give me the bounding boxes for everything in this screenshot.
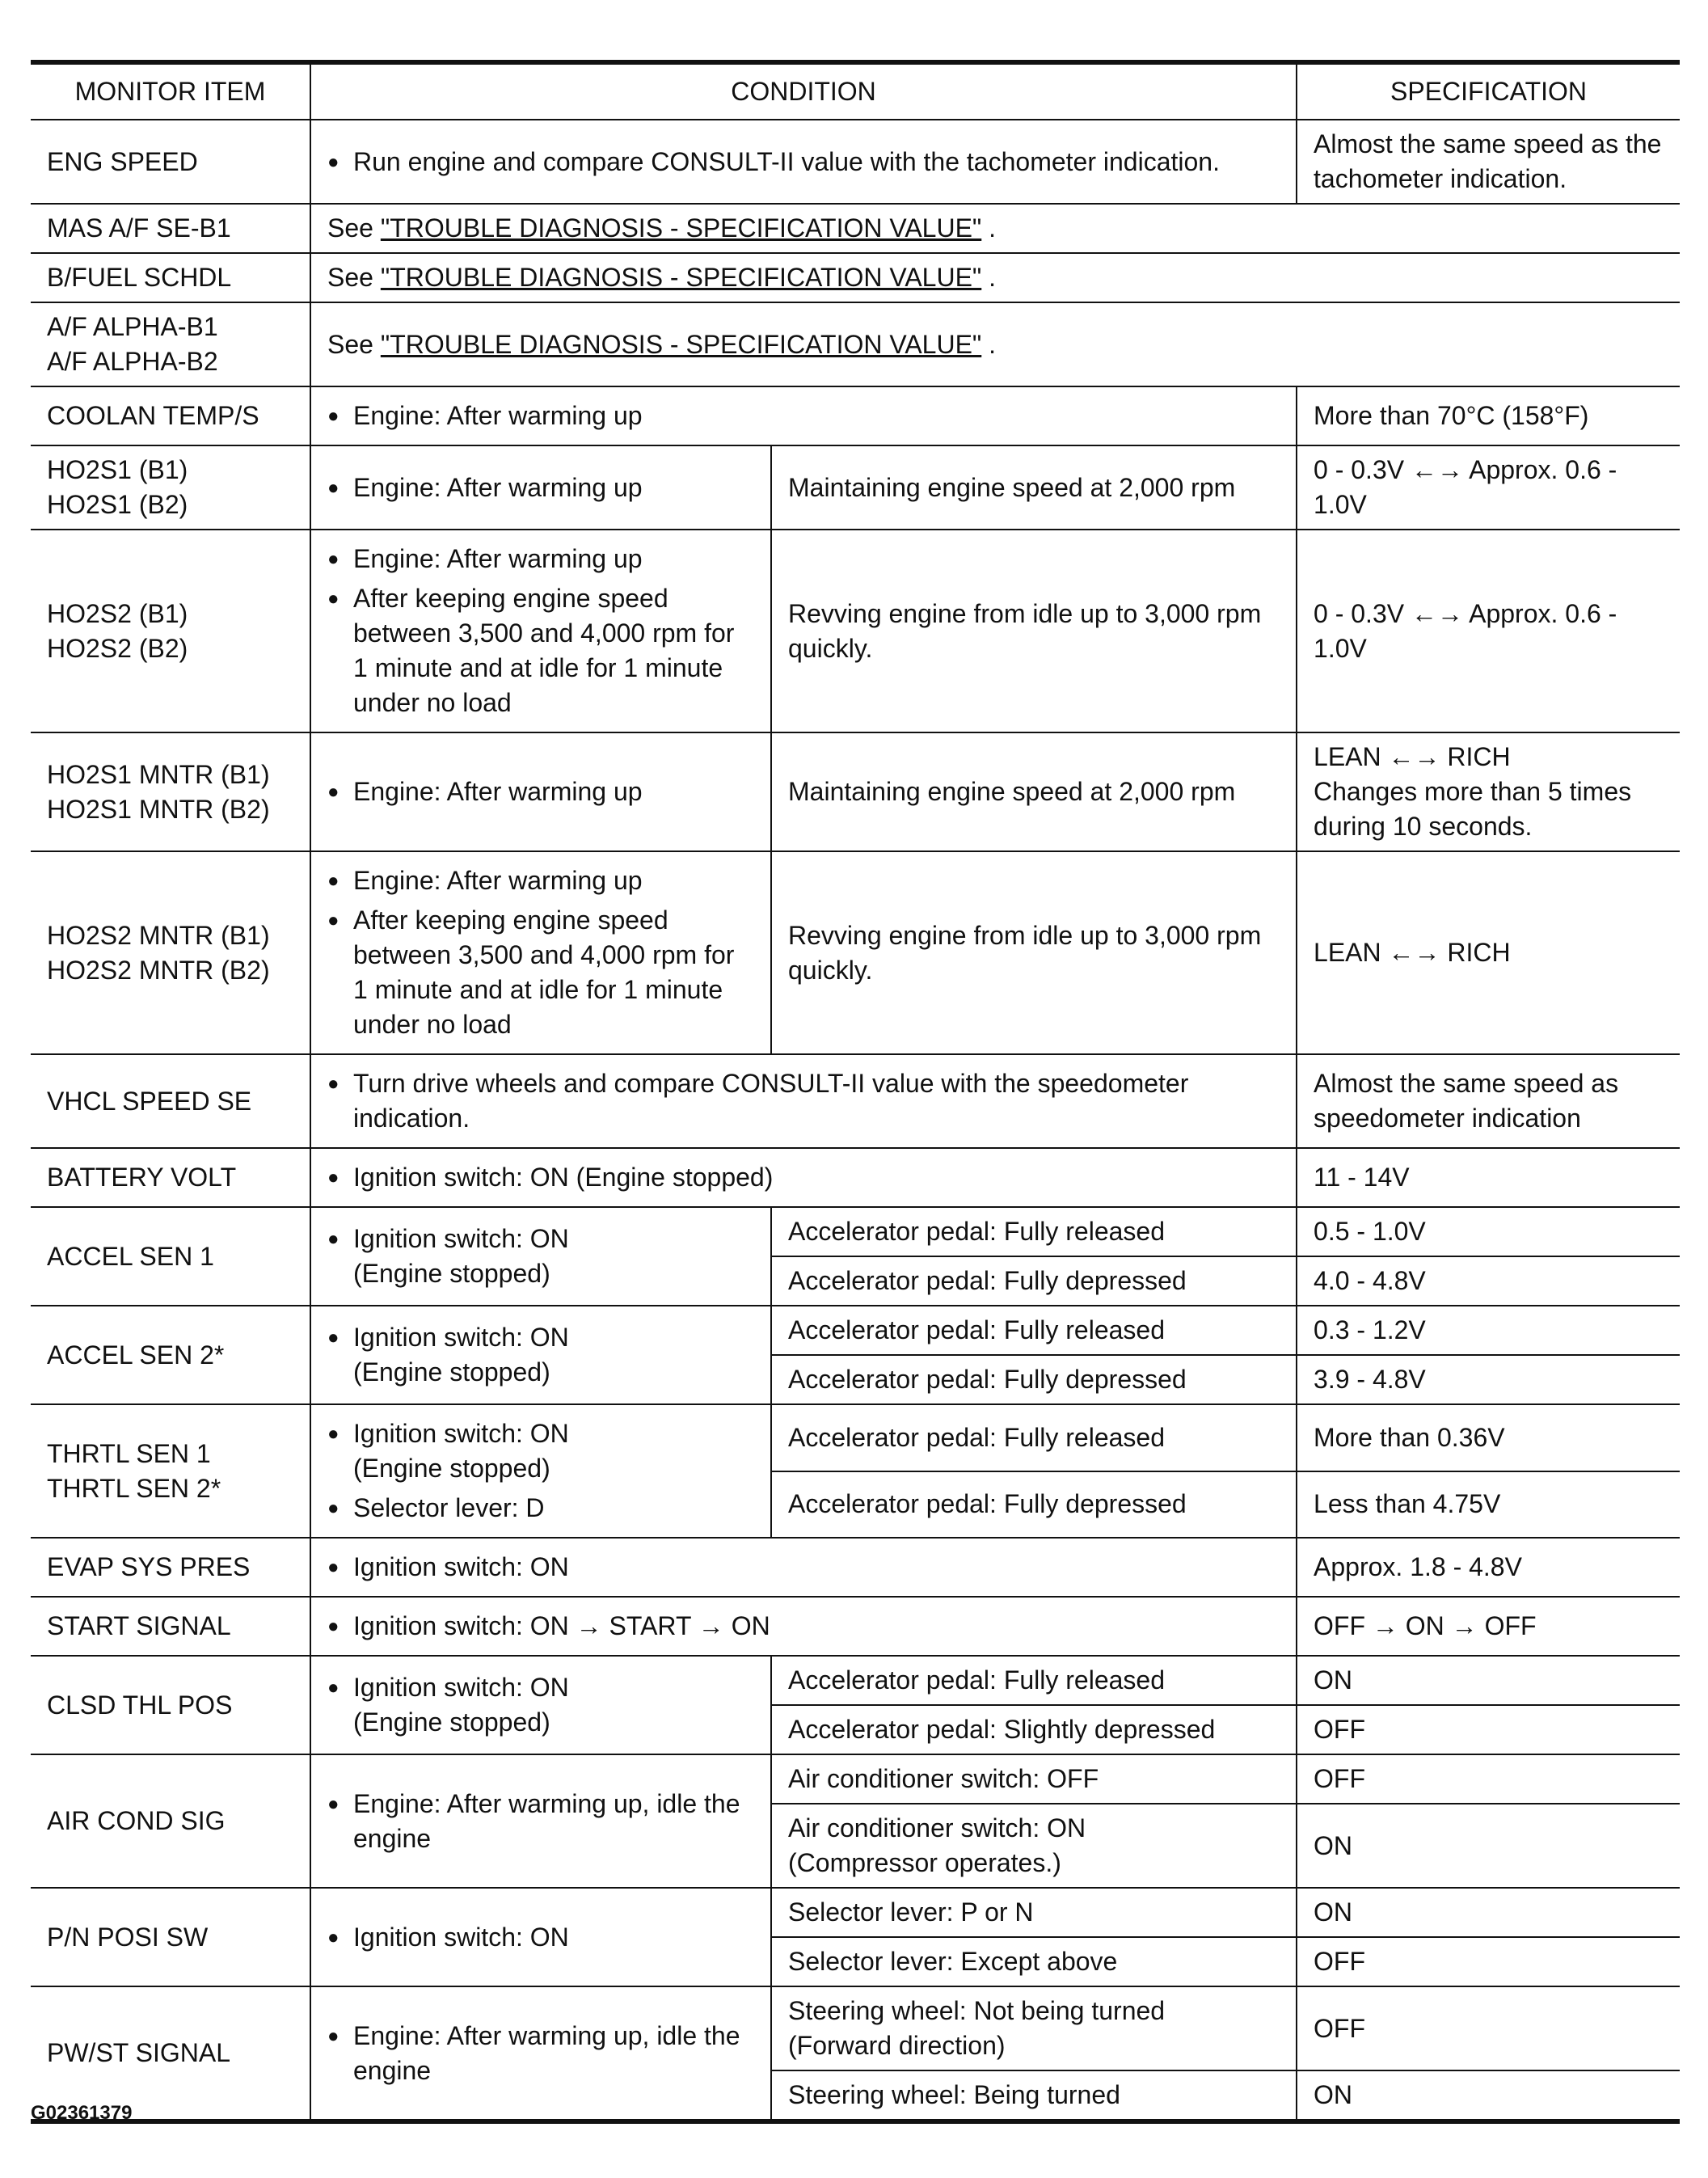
table-row-pw-st-signal [31, 1986, 1680, 2070]
condition-bullet: ● Selector lever: D [327, 1491, 754, 1526]
condition-bullet: ● Engine: After warming up [327, 471, 754, 505]
table-row-ho2s2-mntr [31, 851, 1680, 1054]
table-row-accel-sen-2 [31, 1306, 1680, 1355]
condition-cell [310, 1597, 1297, 1656]
sub-condition-cell: Accelerator pedal: Fully released [771, 1207, 1297, 1256]
condition-bullet: ● Ignition switch: ON → START → ON [327, 1609, 1280, 1644]
condition-bullet: ● Engine: After warming up [327, 399, 1280, 433]
spec-cell: OFF [1297, 1754, 1680, 1804]
table-row-air-cond-sig [31, 1754, 1680, 1804]
condition-bullet: ● Ignition switch: ON (Engine stopped) [327, 1416, 754, 1486]
table-row-mas-af [31, 204, 1680, 253]
condition-bullet: ● Engine: After warming up [327, 863, 754, 898]
monitor-item-cell: START SIGNAL [31, 1597, 310, 1656]
see-text: See [327, 263, 373, 292]
condition-cell [310, 120, 1297, 204]
figure-id: G02361379 [31, 2102, 133, 2124]
table-row-thrtl-sen [31, 1404, 1680, 1471]
condition-bullet: ● Run engine and compare CONSULT-II value with the tachometer indication. [327, 145, 1280, 179]
sub-condition-cell: Selector lever: P or N [771, 1888, 1297, 1937]
spec-cell: 11 - 14V [1297, 1148, 1680, 1207]
sub-condition-cell: Accelerator pedal: Fully depressed [771, 1355, 1297, 1404]
table-row-pn-posi-sw [31, 1888, 1680, 1937]
see-text: See [327, 213, 373, 243]
monitor-item-cell: EVAP SYS PRES [31, 1538, 310, 1597]
spec-cell: OFF → ON → OFF [1297, 1597, 1680, 1656]
table-row-b-fuel [31, 253, 1680, 302]
monitor-item-cell: HO2S2 MNTR (B1) HO2S2 MNTR (B2) [31, 851, 310, 1054]
spec-cell: 0.3 - 1.2V [1297, 1306, 1680, 1355]
reference-cell [310, 253, 1680, 302]
sub-condition-cell: Accelerator pedal: Fully released [771, 1404, 1297, 1471]
spec-cell: LEAN ←→ RICH [1297, 851, 1680, 1054]
condition-bullet: ● Ignition switch: ON (Engine stopped) [327, 1222, 754, 1291]
spec-cell: 4.0 - 4.8V [1297, 1256, 1680, 1306]
condition-bullet: ● Engine: After warming up [327, 775, 754, 809]
table-row-evap-sys-pres [31, 1538, 1680, 1597]
monitor-item-cell: THRTL SEN 1 THRTL SEN 2* [31, 1404, 310, 1538]
spec-cell: OFF [1297, 1705, 1680, 1754]
condition-cell [310, 1306, 771, 1404]
table-row-ho2s2 [31, 530, 1680, 732]
spec-cell: More than 70°C (158°F) [1297, 386, 1680, 445]
spec-cell: Almost the same speed as the tachometer indication. [1297, 120, 1680, 204]
spec-cell: OFF [1297, 1986, 1680, 2070]
sub-condition-cell: Accelerator pedal: Slightly depressed [771, 1705, 1297, 1754]
sub-condition-cell: Maintaining engine speed at 2,000 rpm [771, 445, 1297, 530]
condition-cell [310, 1538, 1297, 1597]
sub-condition-cell: Accelerator pedal: Fully depressed [771, 1256, 1297, 1306]
spec-cell: ON [1297, 1888, 1680, 1937]
condition-cell [310, 1986, 771, 2121]
monitor-item-cell: ACCEL SEN 1 [31, 1207, 310, 1306]
monitor-item-cell: ACCEL SEN 2* [31, 1306, 310, 1404]
condition-bullet: ● Engine: After warming up [327, 542, 754, 576]
sub-condition-cell: Air conditioner switch: ON (Compressor operates.) [771, 1804, 1297, 1888]
table-row-accel-sen-1 [31, 1207, 1680, 1256]
sub-condition-cell: Revving engine from idle up to 3,000 rpm quickly. [771, 851, 1297, 1054]
condition-bullet: ● Engine: After warming up, idle the engine [327, 1787, 754, 1856]
header-row [31, 62, 1680, 120]
monitor-item-cell: MAS A/F SE-B1 [31, 204, 310, 253]
spec-value-link[interactable]: "TROUBLE DIAGNOSIS - SPECIFICATION VALUE" [380, 213, 982, 243]
condition-cell [310, 1754, 771, 1888]
condition-bullet: ● Ignition switch: ON [327, 1550, 1280, 1585]
header-monitor-item: MONITOR ITEM [31, 62, 310, 120]
condition-bullet: ● After keeping engine speed between 3,500 and 4,000 rpm for 1 minute and at idle for 1 minute under no load [327, 581, 754, 720]
table-row-ho2s1-mntr [31, 732, 1680, 851]
condition-cell [310, 1656, 771, 1754]
table-row-af-alpha [31, 302, 1680, 386]
monitor-item-cell: COOLAN TEMP/S [31, 386, 310, 445]
spec-cell: Almost the same speed as speedometer indication [1297, 1054, 1680, 1148]
condition-bullet: ● Ignition switch: ON (Engine stopped) [327, 1320, 754, 1390]
condition-cell [310, 1054, 1297, 1148]
condition-cell [310, 1404, 771, 1538]
condition-cell [310, 1148, 1297, 1207]
condition-bullet: ● Engine: After warming up, idle the engine [327, 2019, 754, 2088]
spec-cell: LEAN ←→ RICH Changes more than 5 times during 10 seconds. [1297, 732, 1680, 851]
condition-cell [310, 851, 771, 1054]
spec-cell: ON [1297, 1656, 1680, 1705]
sub-condition-cell: Revving engine from idle up to 3,000 rpm quickly. [771, 530, 1297, 732]
table-row-start-signal [31, 1597, 1680, 1656]
spec-cell: 3.9 - 4.8V [1297, 1355, 1680, 1404]
monitor-item-cell: CLSD THL POS [31, 1656, 310, 1754]
monitor-item-cell: HO2S2 (B1) HO2S2 (B2) [31, 530, 310, 732]
monitor-item-table [31, 60, 1680, 2124]
condition-bullet: ● Ignition switch: ON (Engine stopped) [327, 1670, 754, 1740]
table-row-coolan-temp [31, 386, 1680, 445]
monitor-item-cell: A/F ALPHA-B1 A/F ALPHA-B2 [31, 302, 310, 386]
sub-condition-cell: Steering wheel: Being turned [771, 2070, 1297, 2121]
spec-cell: More than 0.36V [1297, 1404, 1680, 1471]
table-row-vhcl-speed [31, 1054, 1680, 1148]
spec-cell: Less than 4.75V [1297, 1471, 1680, 1539]
spec-cell: 0.5 - 1.0V [1297, 1207, 1680, 1256]
period-text: . [989, 263, 997, 292]
monitor-item-cell: HO2S1 (B1) HO2S1 (B2) [31, 445, 310, 530]
spec-cell: ON [1297, 1804, 1680, 1888]
period-text: . [989, 329, 997, 359]
condition-cell [310, 1888, 771, 1986]
condition-bullet: ● After keeping engine speed between 3,500 and 4,000 rpm for 1 minute and at idle for 1 minute under no load [327, 903, 754, 1042]
sub-condition-cell: Steering wheel: Not being turned (Forward direction) [771, 1986, 1297, 2070]
sub-condition-cell: Accelerator pedal: Fully released [771, 1656, 1297, 1705]
reference-cell [310, 302, 1680, 386]
condition-cell [310, 732, 771, 851]
table-row-battery-volt [31, 1148, 1680, 1207]
monitor-item-cell: B/FUEL SCHDL [31, 253, 310, 302]
sub-condition-cell: Accelerator pedal: Fully depressed [771, 1471, 1297, 1539]
monitor-item-cell: ENG SPEED [31, 120, 310, 204]
monitor-item-cell: BATTERY VOLT [31, 1148, 310, 1207]
spec-cell: OFF [1297, 1937, 1680, 1986]
spec-value-link[interactable]: "TROUBLE DIAGNOSIS - SPECIFICATION VALUE" [380, 329, 982, 359]
condition-bullet: ● Ignition switch: ON (Engine stopped) [327, 1160, 1280, 1195]
sub-condition-cell: Accelerator pedal: Fully released [771, 1306, 1297, 1355]
condition-cell [310, 445, 771, 530]
sub-condition-cell: Maintaining engine speed at 2,000 rpm [771, 732, 1297, 851]
condition-cell [310, 530, 771, 732]
spec-value-link[interactable]: "TROUBLE DIAGNOSIS - SPECIFICATION VALUE" [380, 263, 982, 292]
reference-cell [310, 204, 1680, 253]
monitor-item-cell: P/N POSI SW [31, 1888, 310, 1986]
spec-cell: Approx. 1.8 - 4.8V [1297, 1538, 1680, 1597]
table-row-ho2s1 [31, 445, 1680, 530]
monitor-spec-sheet [31, 60, 1680, 2124]
monitor-item-cell: AIR COND SIG [31, 1754, 310, 1888]
condition-bullet: ● Ignition switch: ON [327, 1920, 754, 1955]
table-row-eng-speed [31, 120, 1680, 204]
period-text: . [989, 213, 997, 243]
see-text: See [327, 329, 373, 359]
header-specification: SPECIFICATION [1297, 62, 1680, 120]
condition-cell [310, 386, 1297, 445]
condition-cell [310, 1207, 771, 1306]
monitor-item-cell: PW/ST SIGNAL [31, 1986, 310, 2121]
monitor-item-cell: VHCL SPEED SE [31, 1054, 310, 1148]
sub-condition-cell: Air conditioner switch: OFF [771, 1754, 1297, 1804]
spec-cell: ON [1297, 2070, 1680, 2121]
spec-cell: 0 - 0.3V ←→ Approx. 0.6 - 1.0V [1297, 530, 1680, 732]
header-condition: CONDITION [310, 62, 1297, 120]
spec-cell: 0 - 0.3V ←→ Approx. 0.6 - 1.0V [1297, 445, 1680, 530]
condition-bullet: ● Turn drive wheels and compare CONSULT-II value with the speedometer indication. [327, 1066, 1280, 1136]
sub-condition-cell: Selector lever: Except above [771, 1937, 1297, 1986]
table-row-clsd-thl-pos [31, 1656, 1680, 1705]
monitor-item-cell: HO2S1 MNTR (B1) HO2S1 MNTR (B2) [31, 732, 310, 851]
